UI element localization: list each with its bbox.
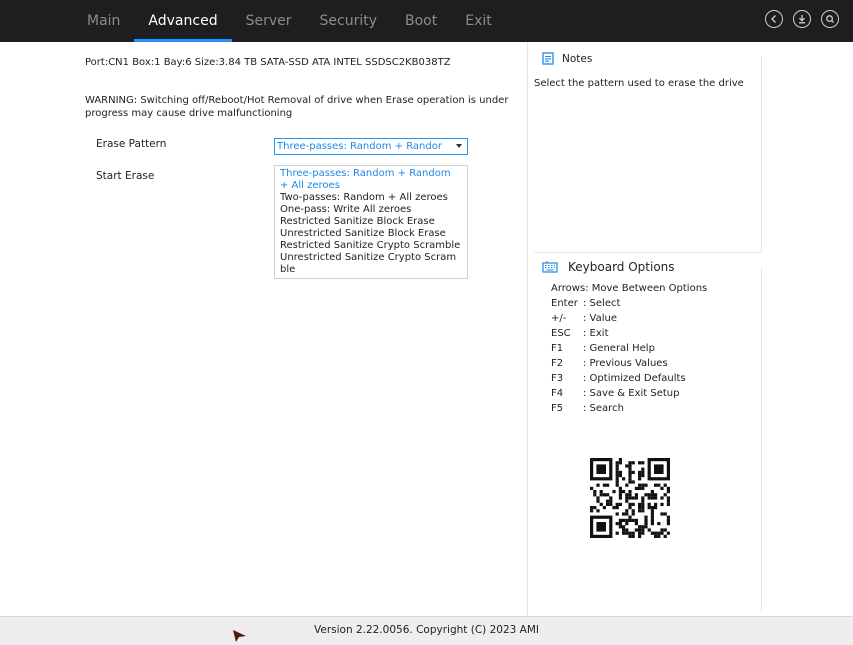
kb-desc: : Search <box>583 403 624 414</box>
kb-key: Enter <box>551 298 578 309</box>
dropdown-option[interactable]: Restricted Sanitize Crypto Scramble <box>280 240 461 251</box>
dropdown-option[interactable]: Restricted Sanitize Block Erase <box>280 216 435 227</box>
qr-code <box>586 449 674 547</box>
keyboard-header <box>542 260 679 274</box>
notes-header <box>542 52 592 65</box>
erase-pattern-select[interactable] <box>274 138 468 155</box>
dropdown-option[interactable]: One-pass: Write All zeroes <box>280 204 412 215</box>
kb-desc: : Select <box>583 298 621 309</box>
search-icon[interactable] <box>821 10 839 28</box>
kb-desc: : Move Between Options <box>585 283 708 294</box>
kb-row <box>551 401 707 416</box>
kb-row <box>551 281 707 296</box>
kb-desc: : Value <box>583 313 618 324</box>
tab-server[interactable]: Server <box>245 13 292 29</box>
kb-row <box>551 386 707 401</box>
kb-key: Arrows <box>551 283 586 294</box>
tab-exit[interactable]: Exit <box>465 13 492 29</box>
warning-text: WARNING: Switching off/Reboot/Hot Removal of drive when Erase operation is under progress may cause drive malfunctioning <box>85 95 509 119</box>
kb-row <box>551 326 707 341</box>
kb-key: F2 <box>551 358 564 369</box>
chevron-down-icon <box>456 144 462 148</box>
kb-key: +/- <box>551 313 567 324</box>
kb-desc: : Previous Values <box>583 358 668 369</box>
dropdown-option[interactable]: Three-passes: Random + Random + All zeroes <box>280 168 451 191</box>
tab-strip <box>73 0 506 42</box>
save-download-icon[interactable] <box>793 10 811 28</box>
main-panel <box>85 42 526 616</box>
erase-pattern-dropdown <box>274 165 468 279</box>
tab-boot[interactable]: Boot <box>405 13 438 29</box>
kb-row <box>551 296 707 311</box>
mouse-pointer-icon <box>233 630 247 642</box>
left-gutter <box>0 42 85 616</box>
kb-desc: : Save & Exit Setup <box>583 388 680 399</box>
keyboard-options-list <box>551 281 707 416</box>
top-menu-bar <box>0 0 853 42</box>
kb-desc: : General Help <box>583 343 655 354</box>
notes-icon <box>542 52 554 65</box>
erase-pattern-value: Three-passes: Random + Randor <box>277 141 442 152</box>
dropdown-option[interactable]: Unrestricted Sanitize Crypto Scramble <box>280 252 457 275</box>
erase-pattern-label: Erase Pattern <box>96 138 167 150</box>
notes-title: Notes <box>562 52 593 65</box>
kb-key: F1 <box>551 343 564 354</box>
kb-key: F4 <box>551 388 564 399</box>
tab-security[interactable]: Security <box>319 13 377 29</box>
right-gutter <box>768 42 853 616</box>
dropdown-option[interactable]: Two-passes: Random + All zeroes <box>280 192 448 203</box>
tab-advanced[interactable]: Advanced <box>134 0 231 42</box>
kb-row <box>551 311 707 326</box>
tab-main[interactable]: Main <box>87 13 121 29</box>
footer-bar <box>0 616 853 645</box>
kb-desc: : Optimized Defaults <box>583 373 686 384</box>
keyboard-title: Keyboard Options <box>568 260 675 274</box>
kb-row <box>551 371 707 386</box>
start-erase-label[interactable]: Start Erase <box>96 170 155 182</box>
qr-code-graphic <box>586 449 674 547</box>
kb-row <box>551 356 707 371</box>
notes-text: Select the pattern used to erase the drive <box>534 78 744 89</box>
kb-desc: : Exit <box>583 328 609 339</box>
kb-key: ESC <box>551 328 571 339</box>
dropdown-option[interactable]: Unrestricted Sanitize Block Erase <box>280 228 446 239</box>
keyboard-icon <box>542 260 558 274</box>
help-panel <box>527 42 769 616</box>
top-icon-group <box>765 10 839 28</box>
kb-key: F5 <box>551 403 564 414</box>
back-icon[interactable] <box>765 10 783 28</box>
kb-key: F3 <box>551 373 564 384</box>
version-text: Version 2.22.0056. Copyright (C) 2023 AMI <box>314 624 539 636</box>
device-info: Port:CN1 Box:1 Bay:6 Size:3.84 TB SATA-SSD ATA INTEL SSDSC2KB038TZ <box>85 57 451 68</box>
kb-row <box>551 341 707 356</box>
